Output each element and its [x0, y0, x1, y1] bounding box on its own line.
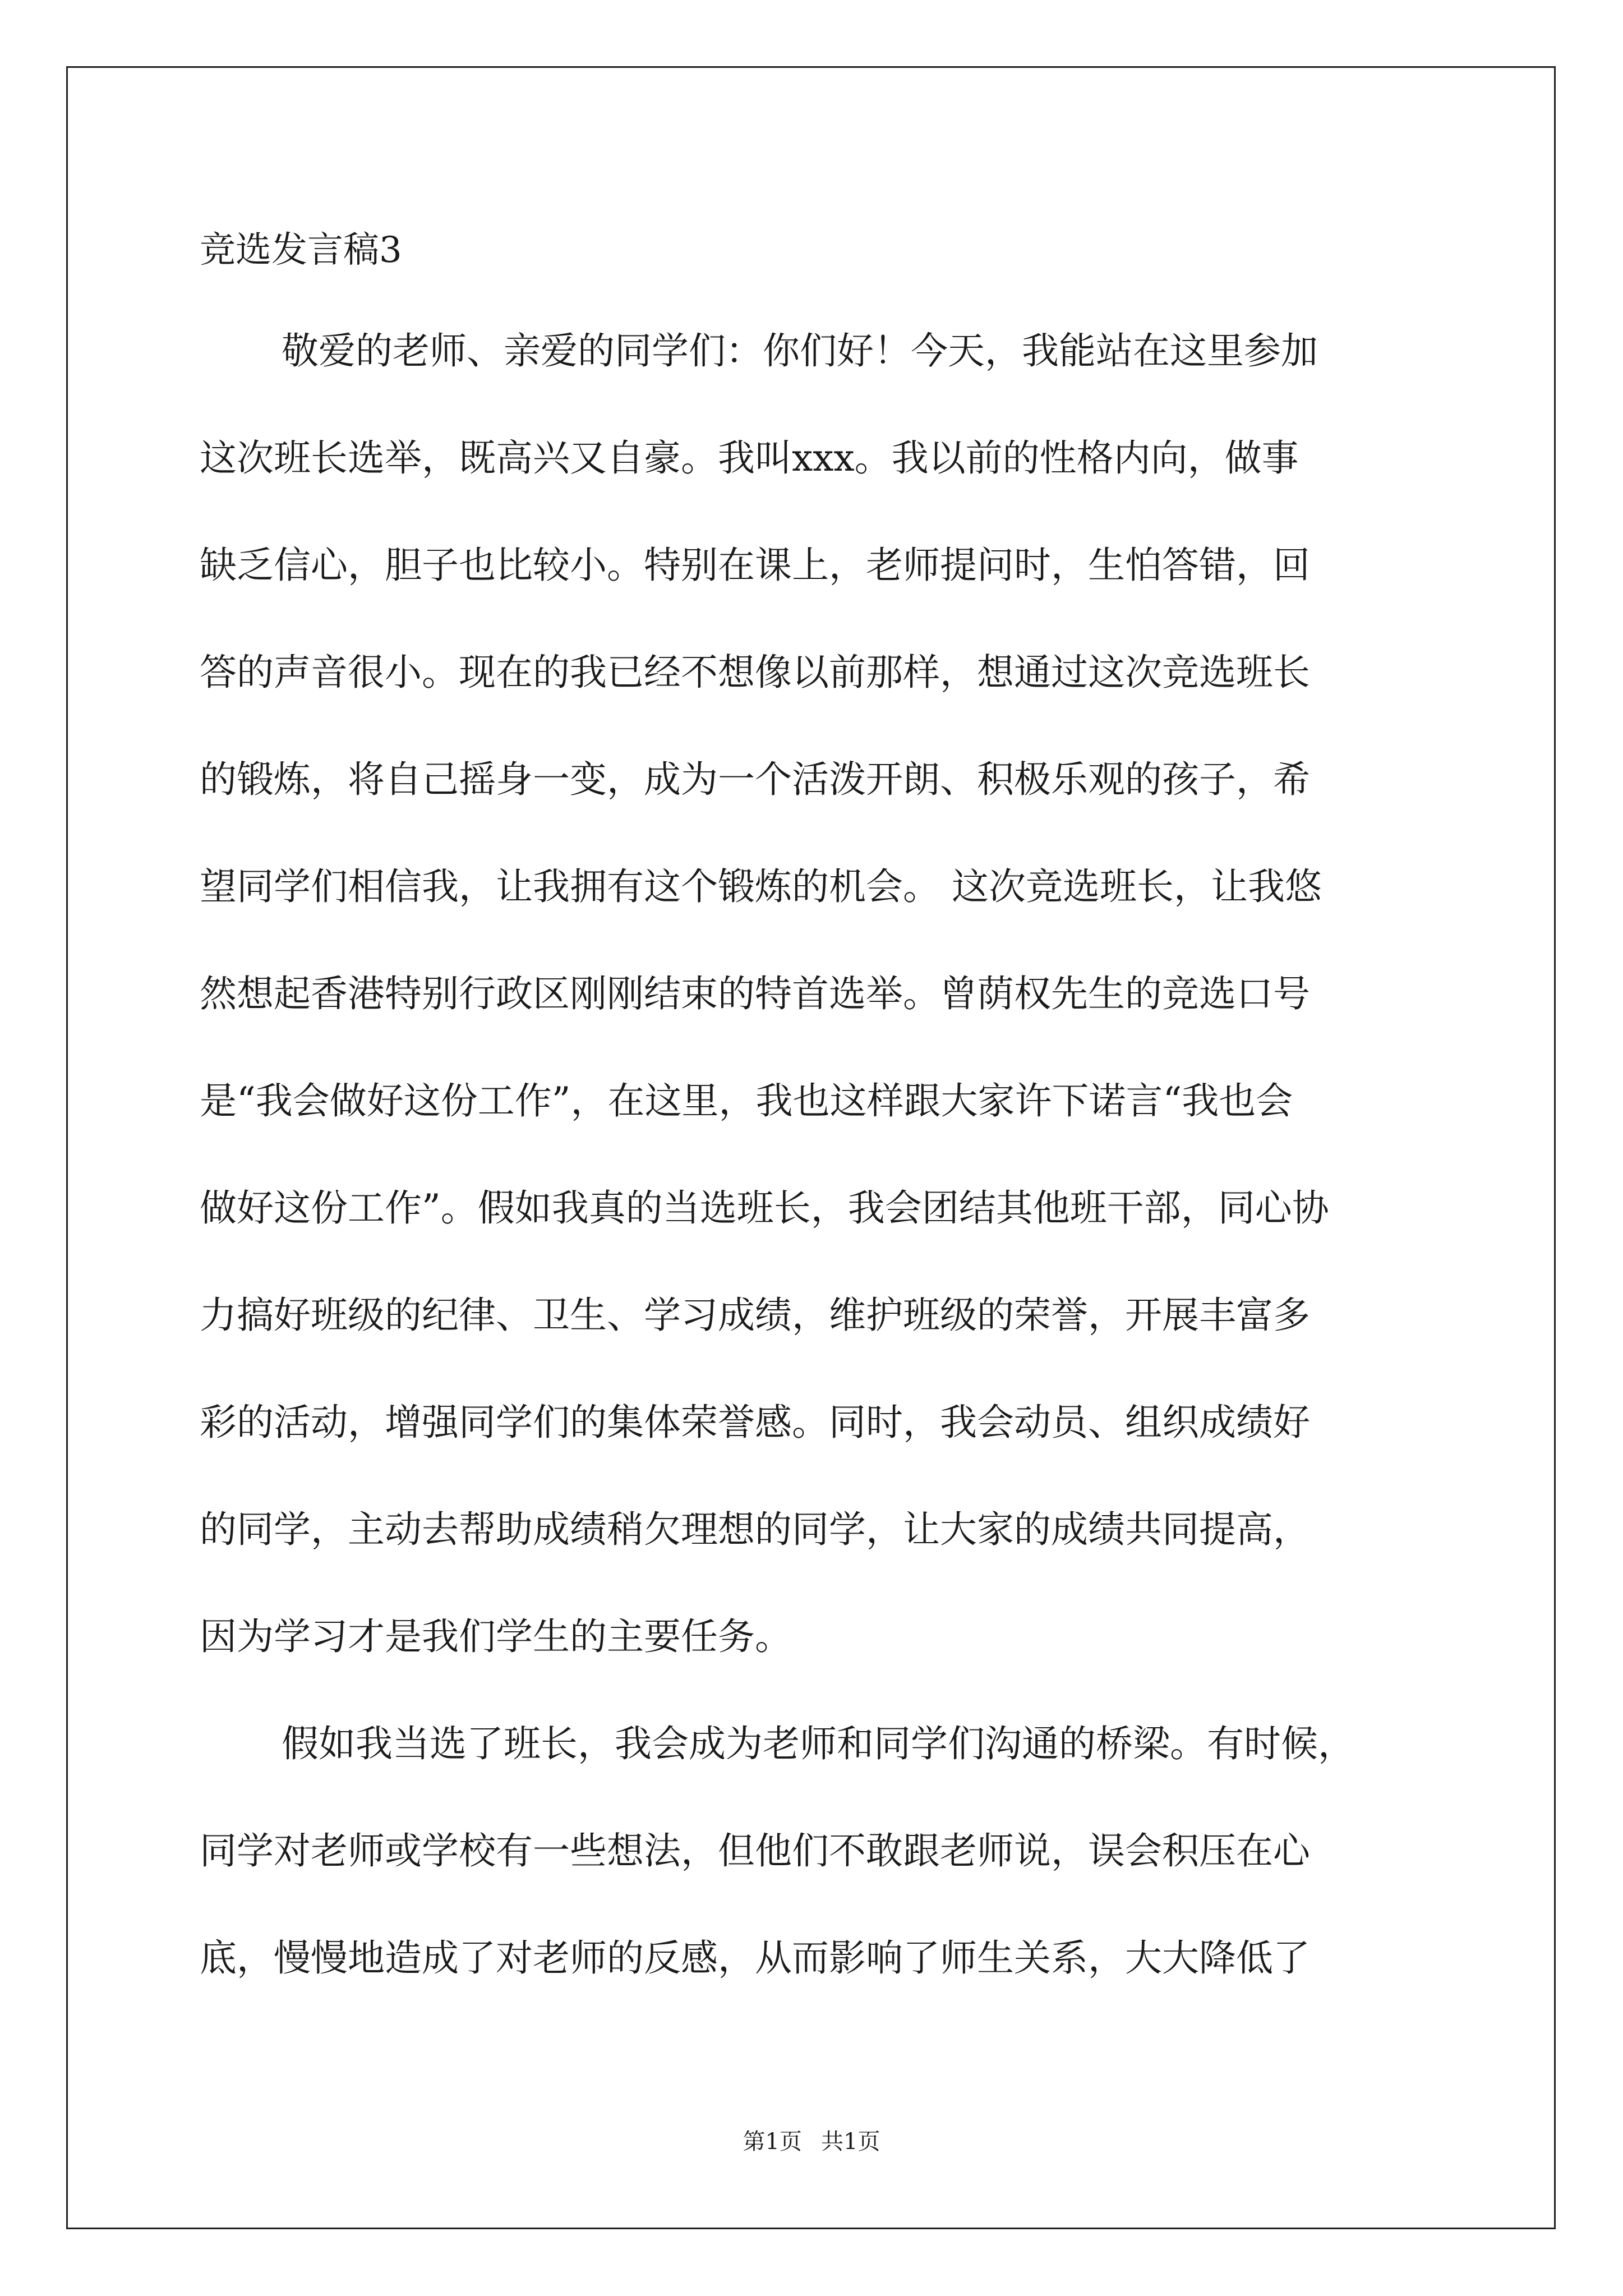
- text-line: 缺乏信心，胆子也比较小。特别在课上，老师提问时，生怕答错，回: [200, 544, 1310, 587]
- text-line: 敬爱的老师、亲爱的同学们：你们好！今天，我能站在这里参加: [282, 329, 1318, 372]
- text-line: 底，慢慢地造成了对老师的反感，从而影响了师生关系，大大降低了: [200, 1936, 1310, 1980]
- document-title: 竞选发言稿3: [200, 229, 402, 271]
- text-line: 答的声音很小。现在的我已经不想像以前那样，想通过这次竞选班长: [200, 651, 1310, 694]
- text-line: 望同学们相信我，让我拥有这个锻炼的机会。 这次竞选班长，让我悠: [200, 865, 1322, 908]
- text-line: 力搞好班级的纪律、卫生、学习成绩，维护班级的荣誉，开展丰富多: [200, 1294, 1310, 1337]
- text-line: 做好这份工作”。假如我真的当选班长，我会团结其他班干部，同心协: [200, 1186, 1329, 1230]
- text-line: 的同学，主动去帮助成绩稍欠理想的同学，让大家的成绩共同提高，: [200, 1508, 1310, 1551]
- text-line: 彩的活动，增强同学们的集体荣誉感。同时，我会动员、组织成绩好: [200, 1401, 1310, 1444]
- text-line: 同学对老师或学校有一些想法，但他们不敢跟老师说，误会积压在心: [200, 1829, 1310, 1872]
- page-number: 第1页: [743, 2129, 802, 2155]
- page-footer: [0, 2125, 1623, 2159]
- page-total: 共1页: [821, 2129, 880, 2155]
- text-line: 这次班长选举，既高兴又自豪。我叫xxx。我以前的性格内向，做事: [200, 436, 1299, 480]
- text-line: 因为学习才是我们学生的主要任务。: [200, 1615, 792, 1658]
- text-line: 是“我会做好这份工作”，在这里，我也这样跟大家许下诺言“我也会: [200, 1079, 1293, 1122]
- document-body: [200, 324, 1433, 2039]
- text-line: 然想起香港特别行政区刚刚结束的特首选举。曾荫权先生的竞选口号: [200, 972, 1310, 1015]
- text-line: 的锻炼，将自己摇身一变，成为一个活泼开朗、积极乐观的孩子，希: [200, 758, 1310, 801]
- text-line: 假如我当选了班长，我会成为老师和同学们沟通的桥梁。有时候，: [282, 1722, 1355, 1765]
